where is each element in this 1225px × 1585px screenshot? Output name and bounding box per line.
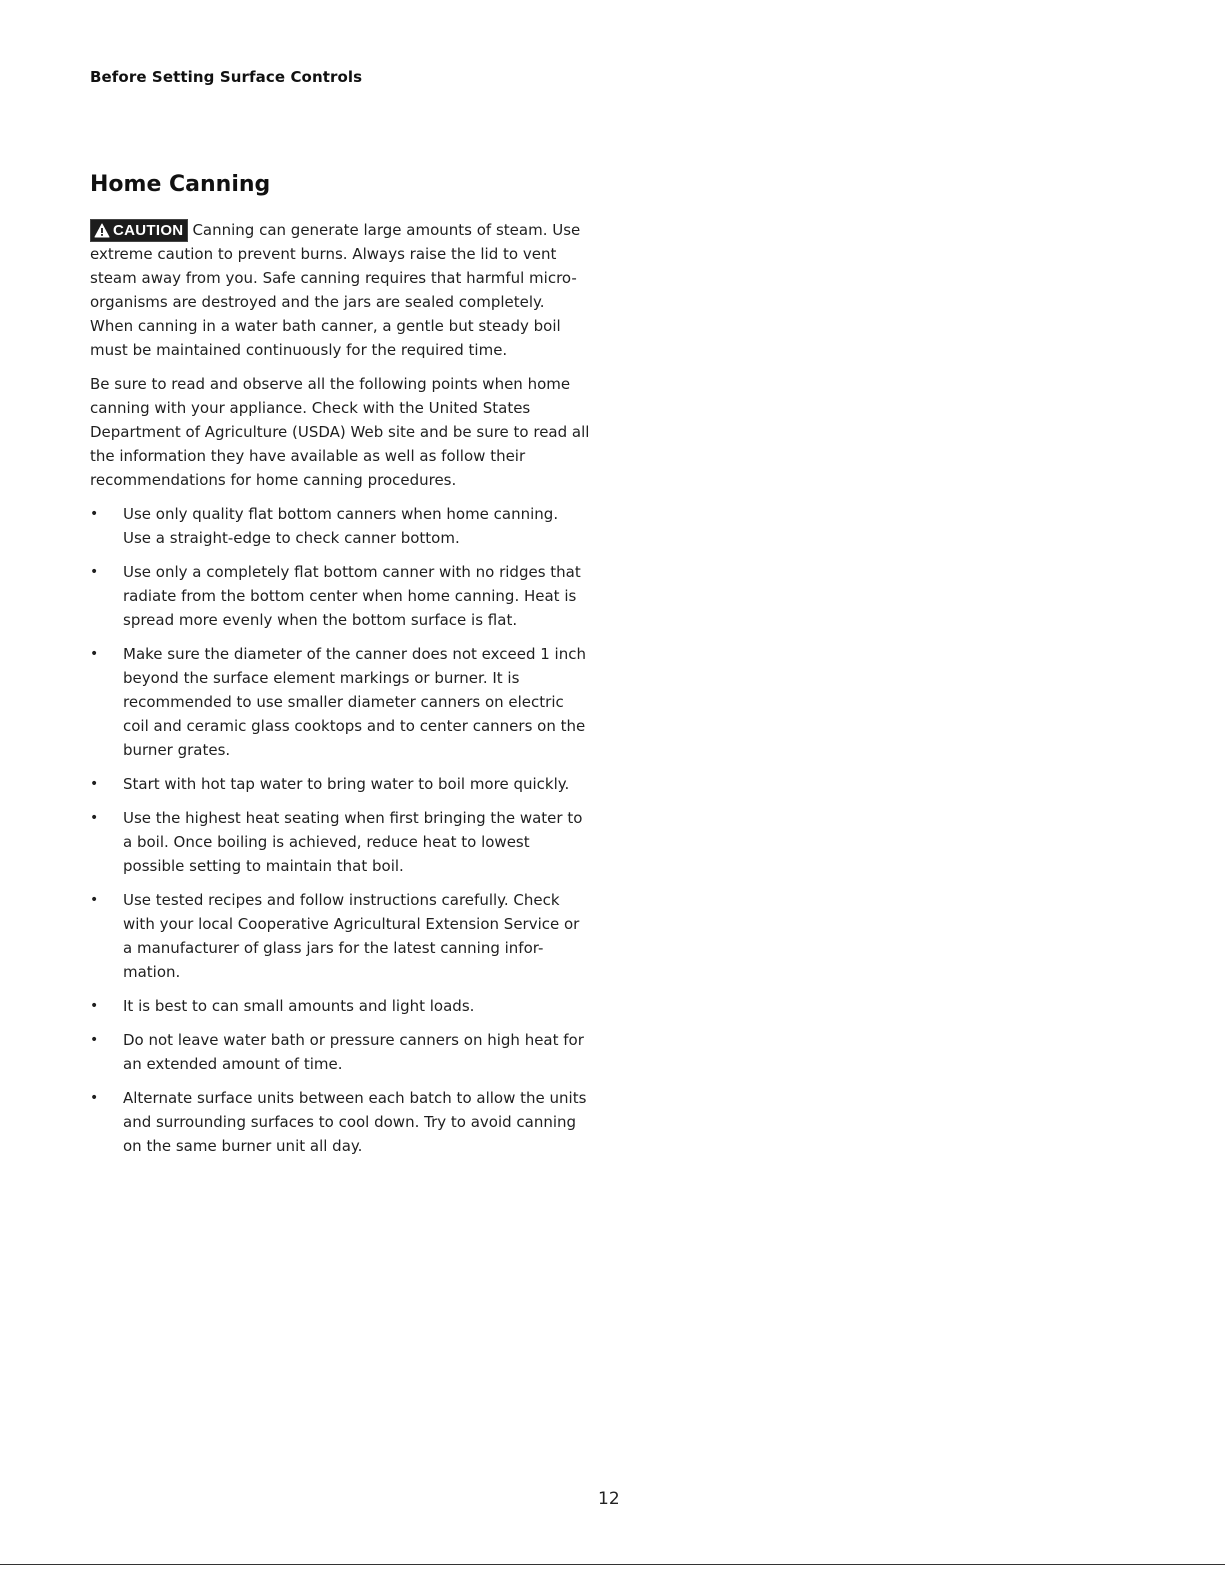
bullet-icon: • [90, 646, 99, 662]
list-item-text: Use tested recipes and follow instructions carefully. Check with your local Cooperative Agricultural Extension Service or a manufacturer of glass jars for the latest canning infor-mation. [123, 891, 580, 981]
page-number: 12 [598, 1489, 620, 1509]
bullet-icon: • [90, 810, 99, 826]
list-item-text: Use only a completely flat bottom canner with no ridges that radiate from the bottom center when home canning. Heat is spread more evenly when the bottom surface is flat. [123, 563, 581, 629]
caution-text: Canning can generate large amounts of steam. Use extreme caution to prevent burns. Always raise the lid to vent steam away from you. Safe canning requires that harmful micro-organisms are destroyed and the jars are sealed completely. When canning in a water bath canner, a gentle but steady boil must be maintained continuously for the required time. [90, 221, 581, 359]
warning-triangle-icon [94, 223, 110, 238]
list-item [90, 772, 590, 796]
bullet-icon: • [90, 1090, 99, 1106]
list-item [90, 888, 590, 984]
section-title: Home Canning [90, 172, 271, 197]
list-item [90, 1028, 590, 1076]
caution-badge [90, 219, 188, 242]
bullet-icon: • [90, 1032, 99, 1048]
list-item-text: Make sure the diameter of the canner does not exceed 1 inch beyond the surface element markings or burner. It is recommended to use smaller diameter canners on electric coil and ceramic glass cooktops and to center canners on the burner grates. [123, 645, 586, 759]
bullet-icon: • [90, 892, 99, 908]
list-item-text: Do not leave water bath or pressure canners on high heat for an extended amount of time. [123, 1031, 584, 1073]
list-item [90, 806, 590, 878]
list-item [90, 1086, 590, 1158]
running-header: Before Setting Surface Controls [90, 68, 363, 86]
main-content [90, 218, 590, 1168]
caution-paragraph [90, 218, 590, 362]
page-bottom-rule [0, 1564, 1225, 1565]
list-item-text: Alternate surface units between each batch to allow the units and surrounding surfaces to cool down. Try to avoid canning on the same burner unit all day. [123, 1089, 587, 1155]
list-item-text: Use the highest heat seating when first bringing the water to a boil. Once boiling is achieved, reduce heat to lowest possible setting to maintain that boil. [123, 809, 583, 875]
list-item [90, 994, 590, 1018]
list-item [90, 560, 590, 632]
caution-label: CAUTION [113, 221, 184, 239]
list-item-text: It is best to can small amounts and light loads. [123, 997, 475, 1015]
canning-tips-list [90, 502, 590, 1158]
bullet-icon: • [90, 564, 99, 580]
list-item [90, 642, 590, 762]
bullet-icon: • [90, 776, 99, 792]
intro-paragraph: Be sure to read and observe all the following points when home canning with your appliance. Check with the United States Department of Agriculture (USDA) Web site and be sure to read all the information they have available as well as follow their recommendations for home canning procedures. [90, 375, 590, 489]
list-item-text: Use only quality flat bottom canners when home canning. Use a straight-edge to check canner bottom. [123, 505, 559, 547]
bullet-icon: • [90, 998, 99, 1014]
bullet-icon: • [90, 506, 99, 522]
list-item-text: Start with hot tap water to bring water to boil more quickly. [123, 775, 570, 793]
list-item [90, 502, 590, 550]
